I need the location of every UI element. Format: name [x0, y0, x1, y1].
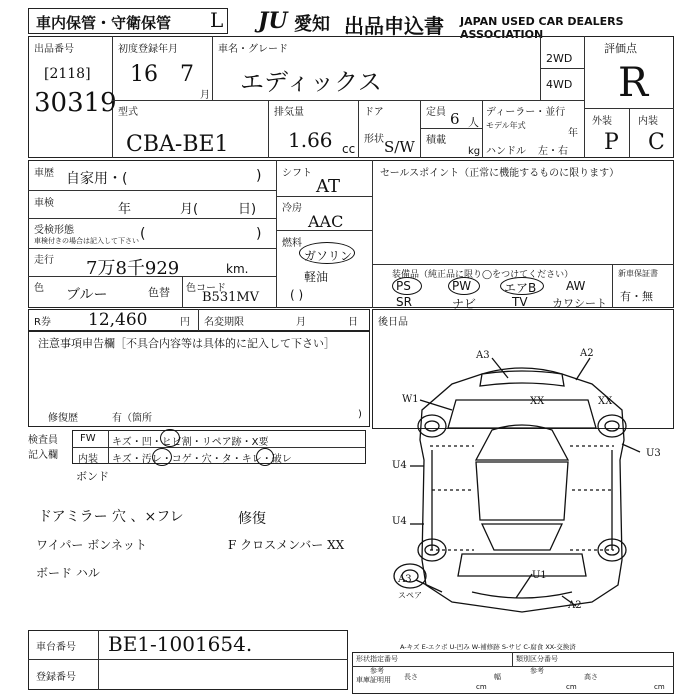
width-label: 幅 [494, 673, 501, 681]
repair-close: ) [358, 409, 362, 420]
hand-note-2: ワイパー ボンネット [36, 538, 147, 552]
fuel-gasoline: ガソリン [304, 249, 353, 263]
acceptance-label: 受検形態 [34, 225, 74, 236]
warranty-label: 新車保証書 [618, 269, 658, 278]
handle-label: ハンドル [486, 146, 526, 157]
ref-label-2: 参考 [530, 667, 544, 675]
association-name: JAPAN USED CAR DEALERS ASSOCIATION [460, 15, 624, 41]
shift-label: シフト [282, 168, 312, 179]
notes-label: 注意事項申告欄［不具合内容等は具体的に記入して下さい］ [38, 337, 335, 350]
mark-u3: U3 [646, 448, 661, 459]
length-unit: cm [476, 683, 487, 691]
capacity-value: 6 [450, 110, 460, 128]
mark-xx-left: XX [530, 396, 545, 407]
color-label: 色 [34, 283, 44, 294]
height-label: 高さ [584, 673, 598, 681]
hand-note-1: ドアミラー 穴 、×フレ [38, 509, 184, 525]
acceptance-open: ( [140, 226, 146, 242]
fuel-other: ( ) [290, 288, 304, 302]
ju-logo: JU [258, 8, 288, 34]
registration-month: 7 [180, 62, 194, 87]
handle-options: 左・右 [538, 146, 568, 157]
drive-2wd: 2WD [546, 52, 573, 65]
mark-u4-lower: U4 [392, 516, 407, 527]
grade-label: 評価点 [604, 42, 637, 55]
repair-label: 修復歴 [48, 413, 78, 424]
equip-aw: AW [566, 279, 586, 293]
hand-note-right-1: 修復 [238, 511, 266, 527]
equip-tv: TV [512, 295, 528, 309]
lot-label: 出品番号 [34, 44, 74, 55]
mileage-label: 走行 [34, 255, 54, 266]
fuel-diesel: 軽油 [304, 270, 329, 284]
hand-note-3: ボード ハル [36, 566, 100, 580]
equip-pw-circle [448, 277, 480, 295]
model-name-label: 車名・グレード [218, 44, 288, 55]
spare-label: スペア [398, 591, 422, 600]
load-unit: kg [468, 146, 481, 157]
length-label: 長さ [404, 673, 418, 681]
warranty-options: 有・無 [620, 290, 653, 303]
ref-label: 参考 [370, 667, 384, 675]
registration-number-label: 登録番号 [36, 672, 76, 683]
inspection-year: 年 [118, 202, 132, 217]
model-year-label: モデル年式 [486, 121, 526, 130]
equip-ps-circle [392, 277, 422, 295]
registration-month-unit: 月 [200, 90, 210, 101]
door-label: ドア [364, 107, 384, 118]
garage-cert-label: 車庫証明用 [356, 676, 391, 684]
aircon-label: 冷房 [282, 203, 302, 214]
inspection-label: 車検 [34, 198, 54, 209]
inspector-interior: 内装 [78, 454, 98, 465]
class-number-label: 類別区分番号 [516, 655, 558, 663]
name-change-day: 日 [348, 317, 358, 328]
width-unit: cm [566, 683, 577, 691]
chassis-label: 車台番号 [36, 642, 76, 653]
history-value: 自家用・( [66, 171, 128, 187]
equip-ps: PS [396, 279, 411, 293]
mark-xx-right: XX [598, 396, 613, 407]
grade-value: R [618, 60, 649, 106]
document-title: 出品申込書 [344, 14, 444, 38]
stain-circle [152, 448, 172, 466]
org-name: 愛知 [294, 14, 330, 35]
recycle-value: 12,460 [88, 310, 148, 330]
color-code-value: B531MV [202, 290, 260, 305]
load-label: 積載 [426, 135, 446, 146]
hole-circle [256, 448, 274, 466]
grade-interior-value: C [648, 130, 665, 155]
inspection-day: 日) [238, 202, 257, 217]
history-label: 車歴 [34, 168, 54, 179]
registration-label: 初度登録年月 [118, 44, 178, 55]
grade-exterior-label: 外装 [592, 116, 612, 127]
color-change-label: 色替 [148, 286, 170, 299]
mark-w1: W1 [402, 394, 419, 405]
displacement-unit: cc [342, 142, 356, 156]
shape-value: S/W [384, 138, 415, 156]
capacity-label: 定員 [426, 107, 446, 118]
displacement-label: 排気量 [274, 107, 304, 118]
sales-point-label: セールスポイント（正常に機能するものに限ります） [380, 168, 620, 179]
height-unit: cm [654, 683, 665, 691]
name-change-label: 名変期限 [204, 317, 244, 328]
registration-year: 16 [130, 62, 158, 87]
recycle-unit: 円 [180, 317, 190, 328]
model-name-value: エディックス [240, 68, 382, 96]
type-value: CBA-BE1 [126, 132, 229, 157]
mark-a2-front: A2 [580, 348, 594, 359]
repair-value: 有（箇所 [112, 413, 152, 424]
grade-exterior-value: P [604, 130, 619, 155]
mark-u4-upper: U4 [392, 460, 407, 471]
equip-pw: PW [452, 279, 472, 293]
name-change-month: 月 [296, 317, 306, 328]
inspector-hand-note: ボンド [76, 470, 109, 483]
type-label: 型式 [118, 107, 138, 118]
mileage-value: 7万8千929 [86, 258, 180, 279]
fuel-gasoline-circle [299, 242, 355, 264]
damage-legend: A-キズ E-エクボ U-凹み W-補修跡 S-サビ C-腐食 XX-交換済 [400, 643, 576, 651]
equipment-label: 装備品（純正品に限り◯をつけてください） [392, 270, 574, 280]
dent-circle [160, 429, 180, 447]
history-close: ) [256, 168, 262, 184]
mileage-unit: km. [226, 262, 249, 276]
mark-a2-rear: A2 [568, 600, 582, 611]
equip-sr: SR [396, 295, 412, 309]
color-code-label: 色コード [186, 283, 226, 294]
grade-interior-label: 内装 [638, 116, 658, 127]
drive-4wd: 4WD [546, 78, 573, 91]
inspector-fw-items: キズ・凹・ヒビ割・リペア跡・X要 [112, 437, 269, 448]
chassis-value: BE1-1001654. [108, 632, 253, 656]
mark-a3-rear: A3 [398, 574, 412, 585]
inspector-label: 検査員記入欄 [28, 435, 58, 461]
recycle-frame [28, 309, 370, 331]
lot-sub-number: [2118] [44, 66, 91, 82]
equip-airbag-circle [500, 277, 544, 295]
inspector-interior-items: キズ・汚レ・コゲ・穴・タ・キレ・破レ [112, 454, 292, 465]
shape-label: 形状 [364, 134, 384, 145]
acceptance-sub: 車検付きの場合は記入して下さい [34, 237, 139, 245]
equip-navi: ナビ [452, 297, 477, 311]
acceptance-close: ) [256, 226, 262, 242]
inspector-fw: FW [80, 433, 96, 444]
capacity-unit: 人 [468, 116, 479, 129]
keep-note: 車内保管・守衛保管 [36, 14, 172, 32]
bottom-right-frame [352, 652, 674, 694]
equip-seat: カワシート [552, 297, 607, 310]
hand-note-right-2: F クロスメンバー XX [228, 538, 345, 552]
mark-a3-front: A3 [476, 350, 490, 361]
mark-u1: U1 [532, 570, 547, 581]
equip-airbag: エアB [504, 281, 537, 295]
lot-number: 30319 [34, 88, 117, 118]
dealer-label: ディーラー・並行 [486, 107, 566, 118]
recycle-label: R券 [34, 317, 51, 328]
displacement-value: 1.66 [288, 128, 333, 152]
model-year-unit: 年 [568, 128, 578, 139]
spec-number-label: 形状指定番号 [356, 655, 398, 663]
aircon-value: AAC [308, 212, 344, 231]
color-value: ブルー [66, 287, 108, 303]
inspection-month: 月( [180, 202, 199, 217]
keep-note-handwritten-l: L [210, 8, 224, 32]
later-date-label: 後日品 [378, 317, 408, 328]
shift-value: AT [316, 176, 341, 197]
fuel-label: 燃料 [282, 238, 302, 249]
